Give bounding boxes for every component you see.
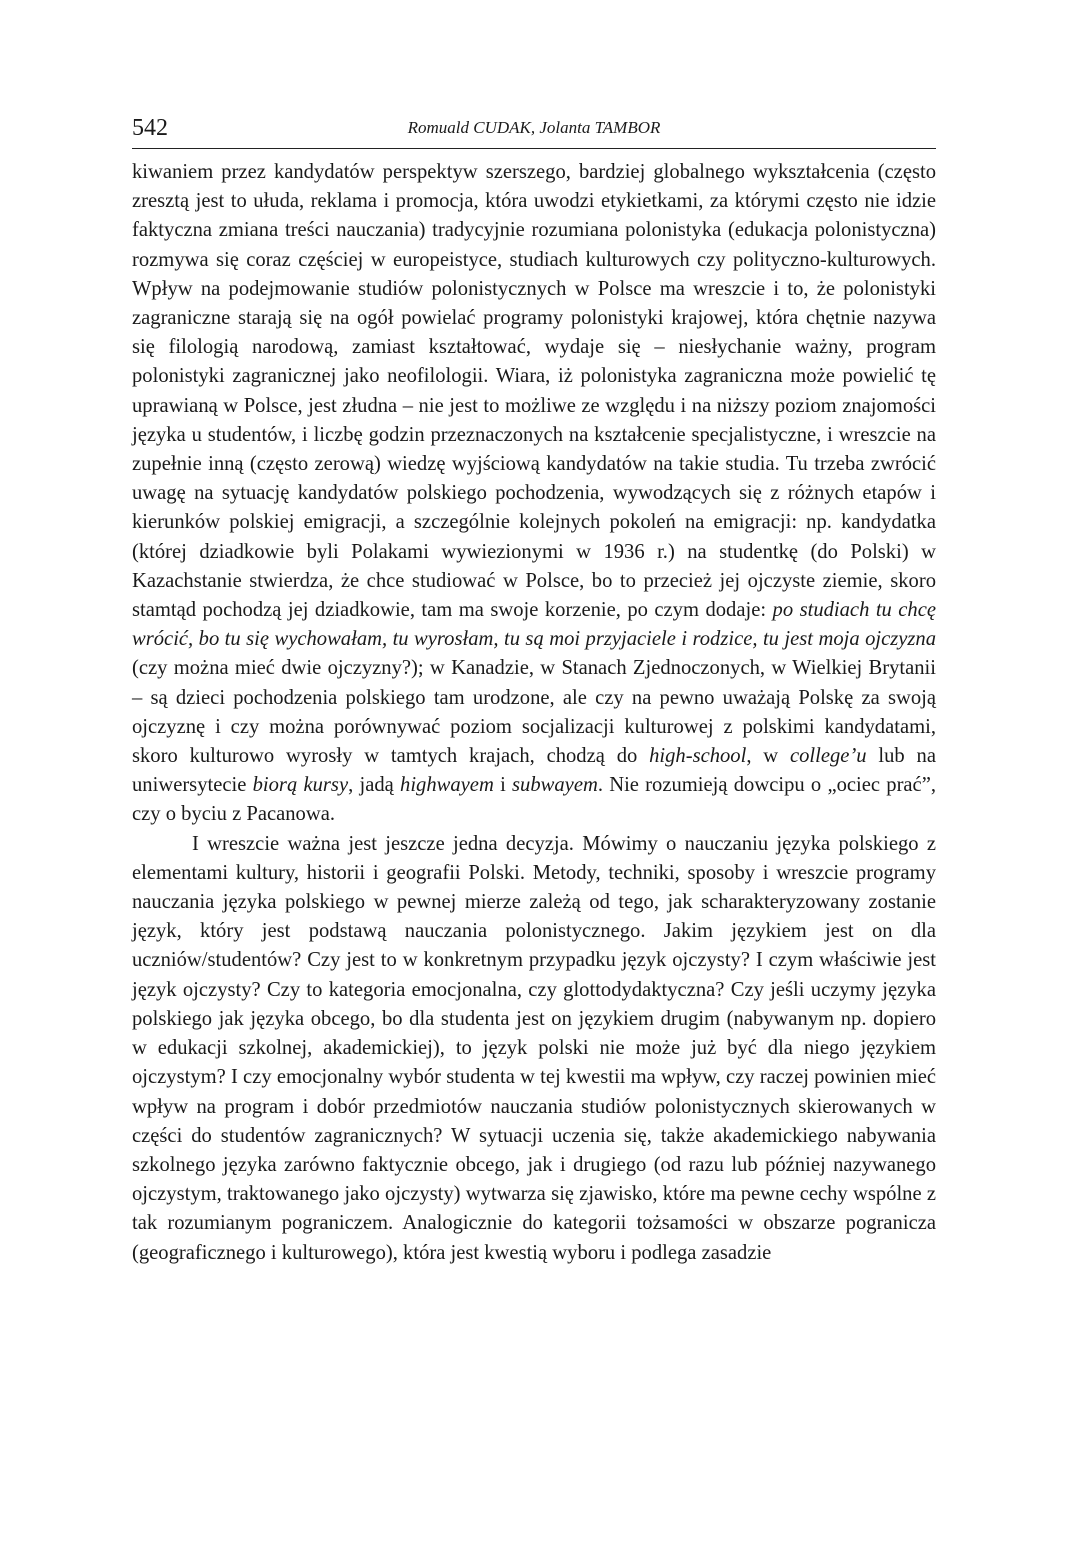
running-header (132, 108, 936, 149)
document-page (132, 108, 936, 1268)
paragraph-1-text: lub na uniwersytecie (132, 745, 936, 797)
paragraph-1-text: , w (746, 745, 790, 768)
paragraph-1-text: . Nie rozumieją dowcipu o „ociec prać”, czy o byciu z Pacanowa. (132, 774, 936, 826)
term-biora-kursy: biorą kursy (252, 774, 349, 797)
header-authors: Romuald CUDAK, Jolanta TAMBOR (407, 118, 661, 137)
page-number: 542 (132, 115, 168, 141)
paragraph-1 (132, 158, 936, 830)
paragraph-1-text: (czy można mieć dwie ojczyzny?); w Kanadzie, w Stanach Zjednoczonych, w Wielkiej Brytanii – są dzieci pochodzenia polskiego tam urodzone, ale czy na pewno uważają Polskę za swoją ojczyznę i czy można porównywać poziom socjalizacji kulturowej z polskimi kandydatami, skoro kulturowo wyrosły w tamtych krajach, chodzą do (132, 657, 936, 768)
paragraph-1-text: i (493, 774, 513, 797)
term-college: college’u (789, 745, 867, 768)
term-high-school: high-school (649, 745, 747, 768)
quote-text: po studiach tu chcę wrócić, bo tu się wychowałam, tu wyrosłam, tu są moi przyjaciele i rodzice, tu jest moja ojczyzna (132, 599, 937, 651)
term-subwayem: subwayem (512, 774, 598, 797)
paragraph-2: I wreszcie ważna jest jeszcze jedna decyzja. Mówimy o nauczaniu języka polskiego z elementami kultury, historii i geografii Polski. Metody, techniki, sposoby i wreszcie programy nauczania języka polskiego w pewnej mierze zależą od tego, jak scharakteryzowany zostanie język, który jest podstawą nauczania polonistycznego. Jakim językiem jest on dla uczniów/studentów? Czy jest to w konkretnym przypadku język ojczysty? I czym właściwie jest język ojczysty? Czy to kategoria emocjonalna, czy glottodydaktyczna? Czy jeśli uczymy języka polskiego jak języka obcego, bo dla studenta jest on językiem drugim (nabywanym np. dopiero w edukacji szkolnej, akademickiej), to język polski nie może już być dla niego językiem ojczystym? I czy emocjonalny wybór studenta w tej kwestii ma wpływ, czy raczej powinien mieć wpływ na program i dobór przedmiotów nauczania studiów polonistycznych skierowanych w części do studentów zagranicznych? W sytuacji uczenia się, także akademickiego nabywania szkolnego języka zarówno faktycznie obcego, jak i drugiego (od razu lub później nazywanego ojczystym, traktowanego jako ojczysty) wytwarza się zjawisko, które ma pewne cechy wspólne z tak rozumianym pograniczem. Analogicznie do kategorii tożsamości w obszarze pogranicza (geograficznego i kulturowego), która jest kwestią wyboru i podlega zasadzie (132, 832, 936, 1264)
paragraph-1-text: kiwaniem przez kandydatów perspektyw szerszego, bardziej globalnego wykształcenia (często zresztą jest to ułuda, reklama i promocja, która uwodzi etykietkami, za którymi często nie idzie faktyczna zmiana treści nauczania) tradycyjnie rozumiana polonistyka (edukacja polonistyczna) rozmywa się coraz częściej w europeistyce, studiach kulturowych czy polityczno-kulturowych. Wpływ na podejmowanie studiów polonistycznych w Polsce ma wreszcie i to, że polonistyki zagraniczne starają się na ogół powielać programy polonistyki krajowej, która chętnie nazywa się filologią narodową, zamiast kształtować, wydaje się – niesłychanie ważny, program polonistyki zagranicznej jako neofilologii. Wiara, iż polonistyka zagraniczna może powielić tę uprawianą w Polsce, jest złudna – nie jest to możliwe ze względu i na niższy poziom znajomości języka u studentów, i liczbę godzin przeznaczonych na kształcenie specjalistyczne, i wreszcie na zupełnie inną (często zerową) wiedzę wyjściową kandydatów na takie studia. Tu trzeba zwrócić uwagę na sytuację kandydatów polskiego pochodzenia, wywodzących się z różnych etapów i kierunków polskiej emigracji, a szczególnie kolejnych pokoleń na emigracji: np. kandydatka (której dziadkowie byli Polakami wywiezionymi w 1936 r.) na studentkę (do Polski) w Kazachstanie stwierdza, że chce studiować w Polsce, bo to przecież jej ojczyste ziemie, skoro stamtąd pochodzą jej dziadkowie, tam ma swoje korzenie, po czym dodaje: (132, 161, 936, 622)
paragraph-1-text: , jadą (348, 774, 401, 797)
body-text (132, 158, 936, 1268)
term-highwayem: highwayem (400, 774, 494, 797)
